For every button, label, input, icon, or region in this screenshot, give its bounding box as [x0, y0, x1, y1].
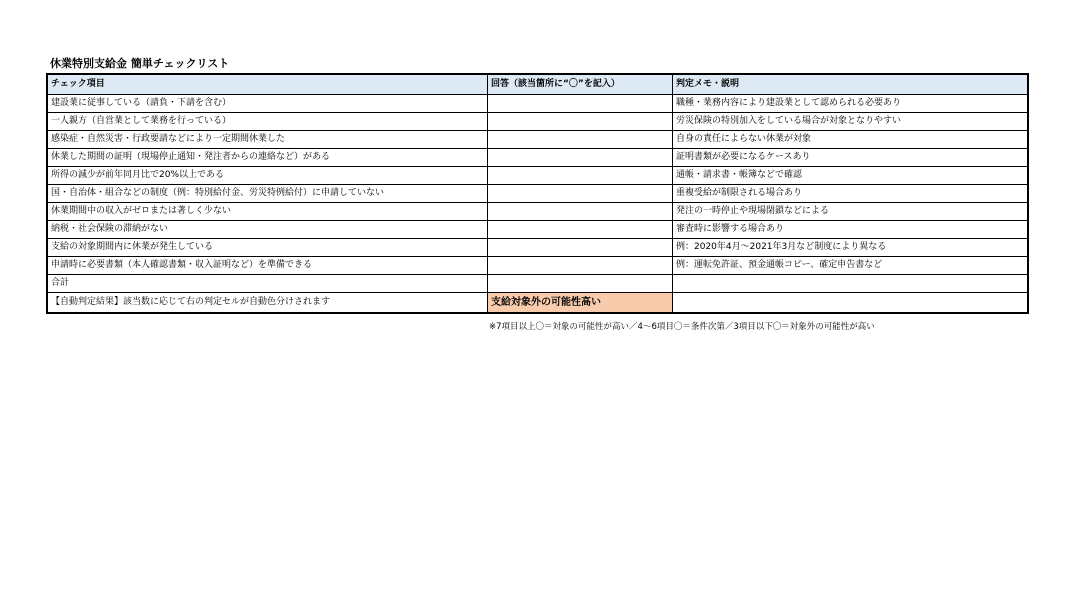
total-memo-cell[interactable] [673, 275, 1028, 293]
table-row [48, 113, 1028, 131]
check-item-cell[interactable]: 支給の対象期間内に休業が発生している [48, 239, 488, 257]
header-judgment-memo[interactable]: 判定メモ・説明 [673, 75, 1028, 95]
answer-cell[interactable] [488, 149, 673, 167]
table-row [48, 95, 1028, 113]
memo-cell[interactable]: 例：運転免許証、預金通帳コピー、確定申告書など [673, 257, 1028, 275]
memo-cell[interactable]: 発注の一時停止や現場閉鎖などによる [673, 203, 1028, 221]
table-row [48, 239, 1028, 257]
check-item-cell[interactable]: 一人親方（自営業として業務を行っている） [48, 113, 488, 131]
answer-cell[interactable] [488, 221, 673, 239]
check-item-cell[interactable]: 休業期間中の収入がゼロまたは著しく少ない [48, 203, 488, 221]
memo-cell[interactable]: 例：2020年4月～2021年3月など制度により異なる [673, 239, 1028, 257]
check-item-cell[interactable]: 休業した期間の証明（現場停止通知・発注者からの連絡など）がある [48, 149, 488, 167]
memo-cell[interactable]: 審査時に影響する場合あり [673, 221, 1028, 239]
table-row [48, 131, 1028, 149]
judgment-label-cell[interactable]: 【自動判定結果】該当数に応じて右の判定セルが自動色分けされます [48, 293, 488, 313]
memo-cell[interactable]: 通帳・請求書・帳簿などで確認 [673, 167, 1028, 185]
answer-cell[interactable] [488, 113, 673, 131]
answer-cell[interactable] [488, 167, 673, 185]
table-row [48, 167, 1028, 185]
check-item-cell[interactable]: 感染症・自然災害・行政要請などにより一定期間休業した [48, 131, 488, 149]
checklist-table [47, 74, 1028, 313]
judgment-memo-cell[interactable] [673, 293, 1028, 313]
answer-cell[interactable] [488, 257, 673, 275]
check-item-cell[interactable]: 所得の減少が前年同月比で20%以上である [48, 167, 488, 185]
answer-cell[interactable] [488, 185, 673, 203]
header-row [48, 75, 1028, 95]
answer-cell[interactable] [488, 131, 673, 149]
check-item-cell[interactable]: 申請時に必要書類（本人確認書類・収入証明など）を準備できる [48, 257, 488, 275]
total-label-cell[interactable]: 合計 [48, 275, 488, 293]
table-row [48, 149, 1028, 167]
memo-cell[interactable]: 重複受給が制限される場合あり [673, 185, 1028, 203]
answer-cell[interactable] [488, 239, 673, 257]
table-row [48, 221, 1028, 239]
header-check-item[interactable]: チェック項目 [48, 75, 488, 95]
table-row [48, 203, 1028, 221]
table-row [48, 185, 1028, 203]
check-item-cell[interactable]: 国・自治体・組合などの制度（例：特別給付金、労災特例給付）に申請していない [48, 185, 488, 203]
total-row [48, 275, 1028, 293]
answer-cell[interactable] [488, 95, 673, 113]
check-item-cell[interactable]: 納税・社会保険の滞納がない [48, 221, 488, 239]
answer-cell[interactable] [488, 203, 673, 221]
check-item-cell[interactable]: 建設業に従事している（請負・下請を含む） [48, 95, 488, 113]
memo-cell[interactable]: 職種・業務内容により建設業として認められる必要あり [673, 95, 1028, 113]
sheet-title: 休業特別支給金 簡単チェックリスト [50, 57, 230, 70]
header-answer[interactable]: 回答（該当箇所に“〇”を記入） [488, 75, 673, 95]
criteria-footnote: ※7項目以上〇＝対象の可能性が高い／4～6項目〇＝条件次第／3項目以下〇＝対象外の可能性が高い [489, 322, 875, 332]
memo-cell[interactable]: 自身の責任によらない休業が対象 [673, 131, 1028, 149]
total-answer-cell[interactable] [488, 275, 673, 293]
judgment-result-cell[interactable]: 支給対象外の可能性高い [488, 293, 673, 313]
judgment-row [48, 293, 1028, 313]
memo-cell[interactable]: 労災保険の特別加入をしている場合が対象となりやすい [673, 113, 1028, 131]
memo-cell[interactable]: 証明書類が必要になるケースあり [673, 149, 1028, 167]
table-row [48, 257, 1028, 275]
